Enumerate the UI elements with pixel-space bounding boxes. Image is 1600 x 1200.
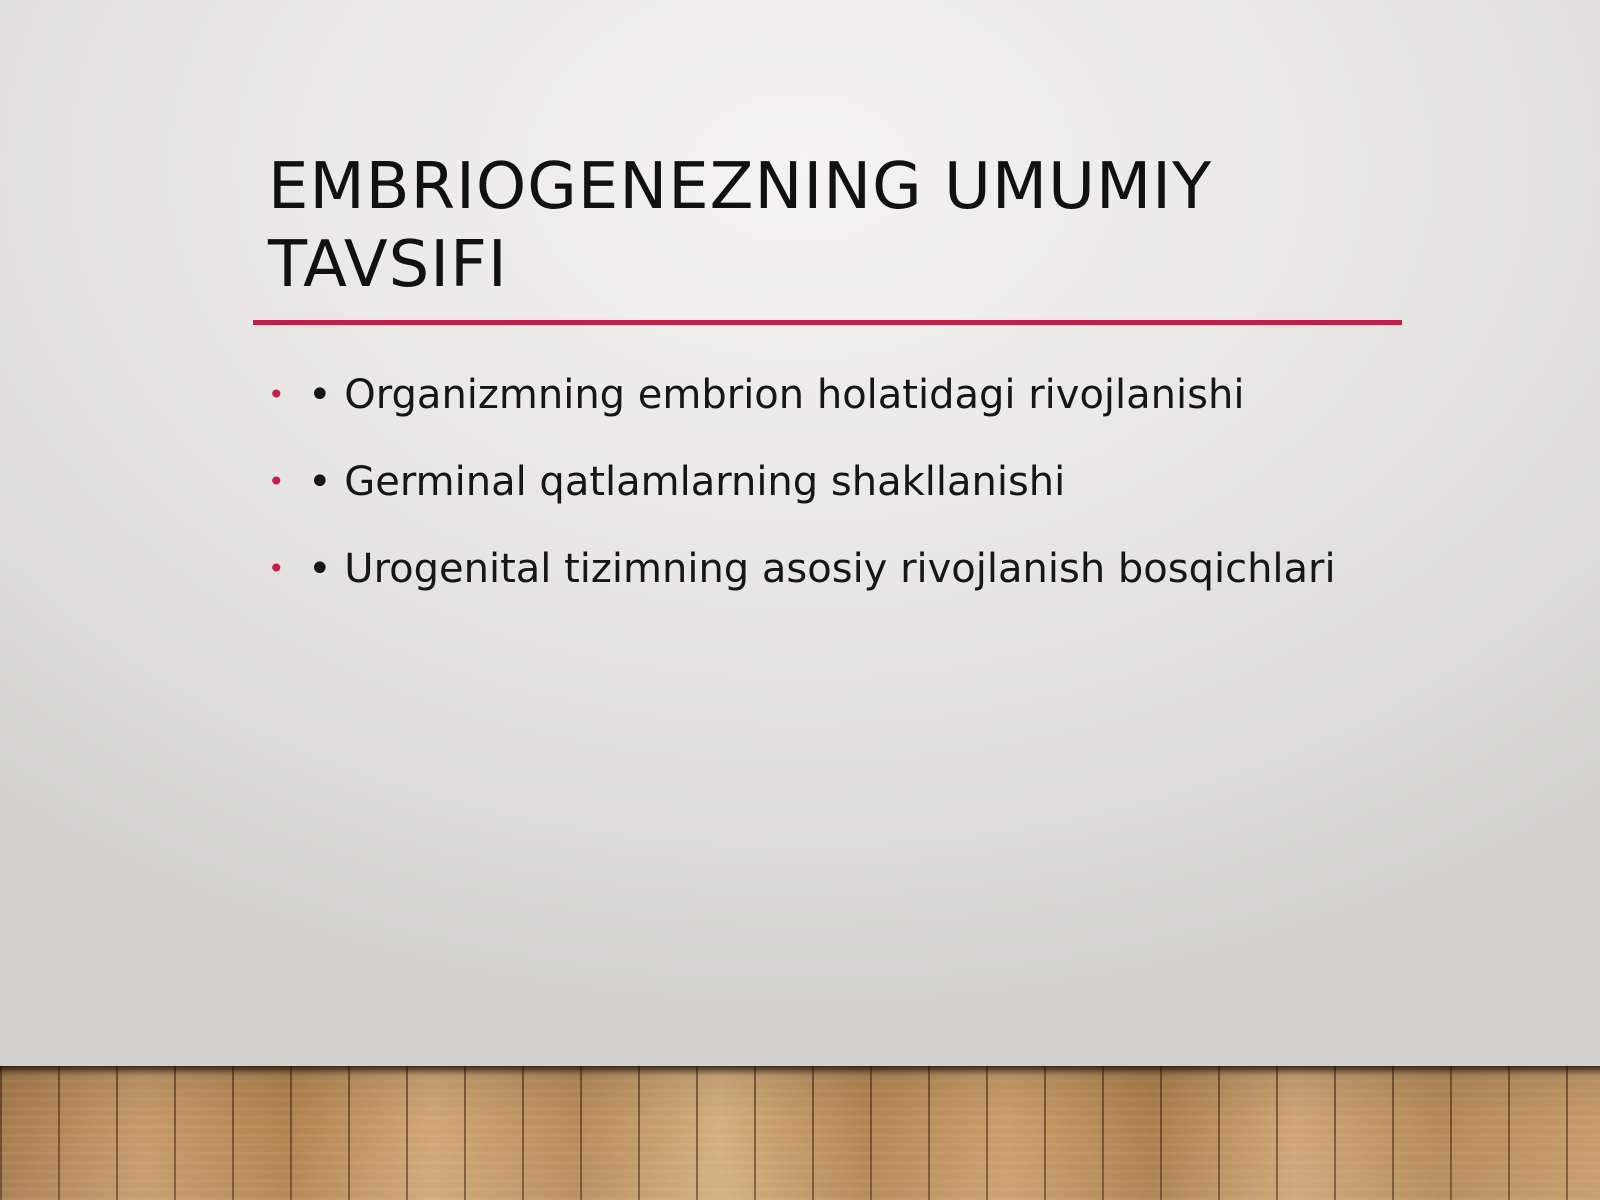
bullet-item <box>268 540 1336 598</box>
bullet-text: • Organizmning embrion holatidagi rivojlanishi <box>308 372 1245 418</box>
bullet-marker-icon: • <box>268 465 285 498</box>
wood-floor-decoration <box>0 1066 1600 1200</box>
bullet-list <box>268 366 1336 627</box>
title-underline <box>253 320 1402 325</box>
bullet-marker-icon: • <box>268 552 285 585</box>
bullet-item <box>268 453 1336 511</box>
bullet-text: • Germinal qatlamlarning shakllanishi <box>308 459 1066 505</box>
floor-shading <box>0 1066 1600 1200</box>
bullet-text: • Urogenital tizimning asosiy rivojlanish bosqichlari <box>308 546 1336 592</box>
bullet-marker-icon: • <box>268 378 285 411</box>
bullet-item <box>268 366 1336 424</box>
slide-title: EMBRIOGENEZNING UMUMIY TAVSIFI <box>268 150 1213 302</box>
